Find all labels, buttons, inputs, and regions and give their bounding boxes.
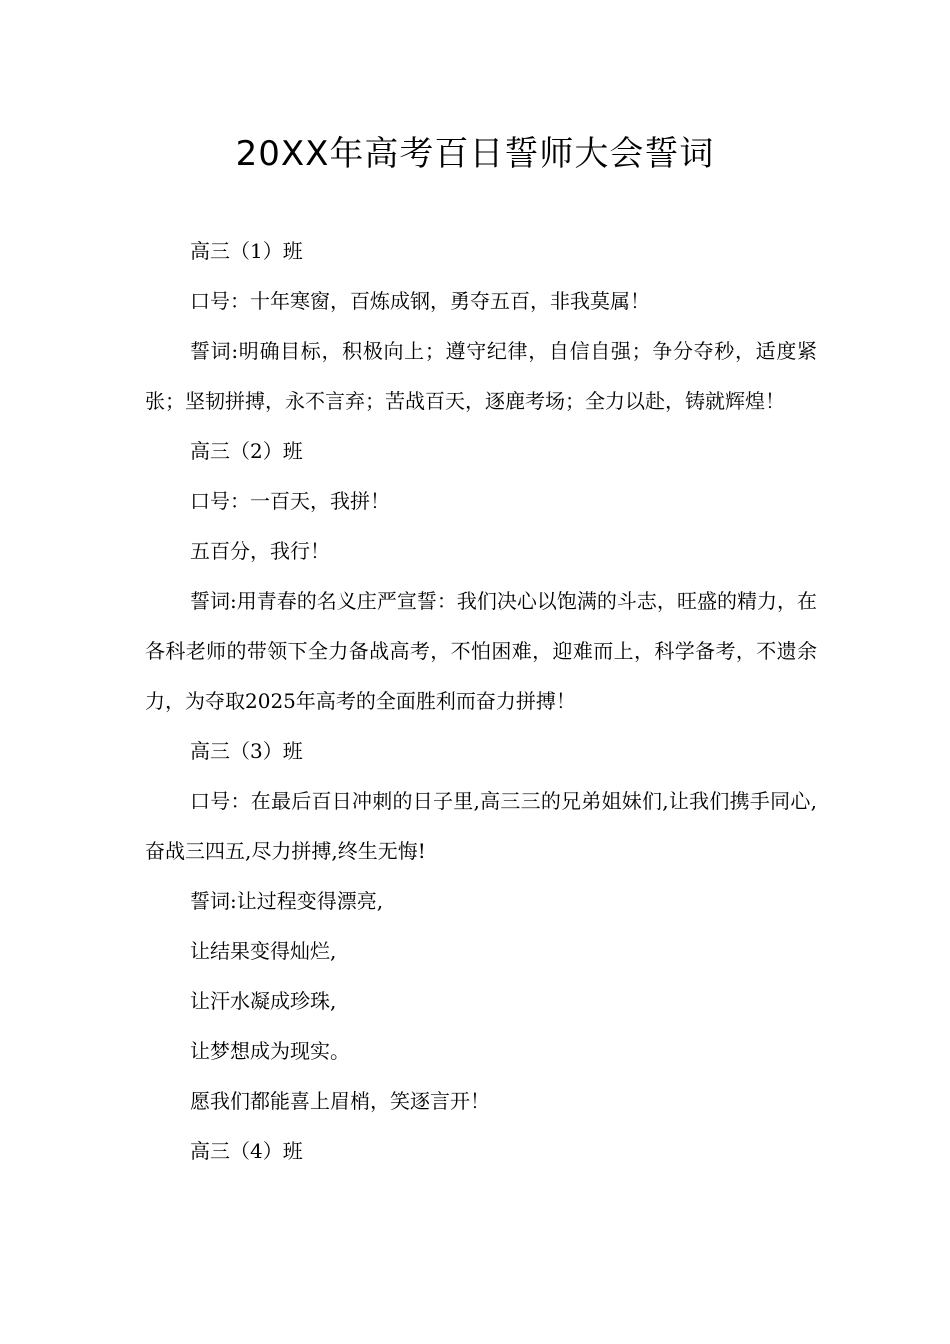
slogan-class-2: 口号：一百天，我拼！ <box>190 489 390 513</box>
slogan-class-3: 口号：在最后百日冲刺的日子里,高三三的兄弟姐妹们,让我们携手同心,奋战三四五,尽力拼搏,终生无悔! <box>145 789 817 863</box>
document-title: 20XX年高考百日誓师大会誓词 <box>235 134 715 174</box>
class-heading-4: 高三（4）班 <box>190 1139 303 1163</box>
oath-class-3-line-3: 让汗水凝成珍珠, <box>190 989 337 1013</box>
oath-class-3-line-5: 愿我们都能喜上眉梢，笑逐言开！ <box>190 1089 490 1113</box>
class-heading-3: 高三（3）班 <box>190 739 303 763</box>
slogan-class-2-line-2: 五百分，我行！ <box>190 539 330 563</box>
oath-class-2: 誓词:用青春的名义庄严宣誓：我们决心以饱满的斗志，旺盛的精力，在各科老师的带领下全力备战高考，不怕困难，迎难而上，科学备考，不遗余力，为夺取2025年高考的全面胜利而奋力拼搏！ <box>145 589 817 713</box>
slogan-class-1: 口号：十年寒窗，百炼成钢，勇夺五百，非我莫属！ <box>190 289 650 313</box>
oath-class-3-line-4: 让梦想成为现实。 <box>190 1039 350 1063</box>
class-heading-2: 高三（2）班 <box>190 439 303 463</box>
oath-class-1: 誓词:明确目标，积极向上；遵守纪律，自信自强；争分夺秒，适度紧张；坚韧拼搏，永不言弃；苦战百天，逐鹿考场；全力以赴，铸就辉煌！ <box>145 339 817 413</box>
document-body <box>145 226 817 1176</box>
class-heading-1: 高三（1）班 <box>190 239 303 263</box>
oath-class-3-line-1: 誓词:让过程变得漂亮, <box>190 889 384 913</box>
oath-class-3-line-2: 让结果变得灿烂, <box>190 939 337 963</box>
